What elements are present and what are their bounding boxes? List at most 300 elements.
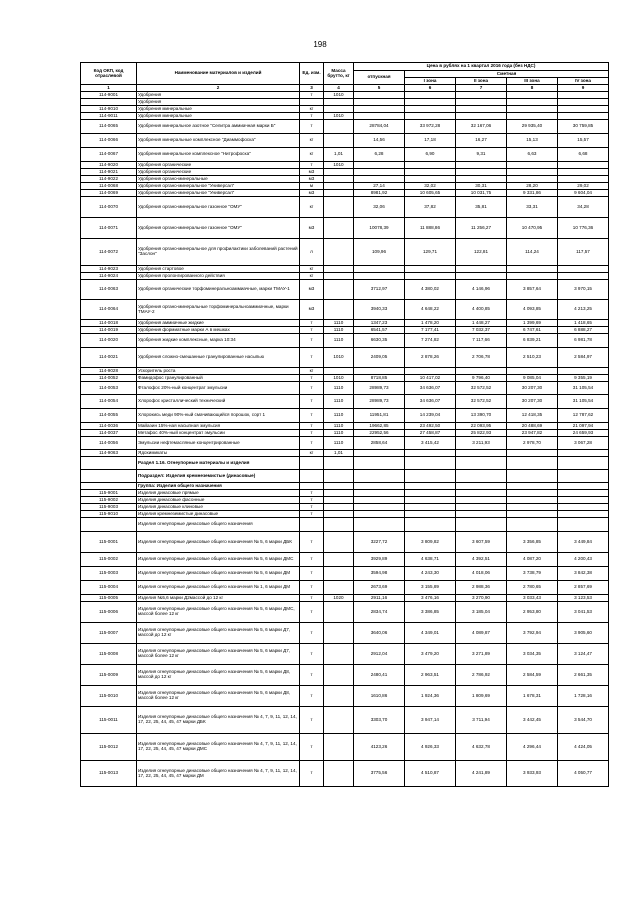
header-otpusknaya: отпускная — [354, 71, 405, 85]
price-zone-2-cell: 4 241,89 — [456, 761, 507, 787]
item-name-cell: Изделия огнеупорные динасовые общего назначения № 5, 6 марки ДМ — [137, 567, 300, 581]
price-zone-4-cell: 10 776,36 — [558, 218, 609, 239]
okp-code-cell: 115-0013 — [81, 761, 137, 787]
header-zone-1: I зона — [405, 78, 456, 85]
unit-cell: т — [300, 734, 324, 761]
price-zone-3-cell: 20 488,69 — [507, 423, 558, 430]
price-zone-2-cell: 2 706,78 — [456, 348, 507, 368]
unit-cell: т — [300, 623, 324, 644]
mass-cell — [324, 518, 354, 532]
item-name-cell: Изделия огнеупорные динасовые общего назначения — [137, 518, 300, 532]
price-zone-4-cell — [558, 457, 609, 470]
price-zone-1-cell: 2 963,51 — [405, 665, 456, 686]
price-zone-3-cell: 1 399,69 — [507, 320, 558, 327]
mass-cell — [324, 553, 354, 567]
price-zone-4-cell: 3 905,60 — [558, 623, 609, 644]
okp-code-cell: 114-0021 — [81, 348, 137, 368]
price-zone-3-cell: 3 933,93 — [507, 761, 558, 787]
price-zone-3-cell — [507, 176, 558, 183]
price-zone-1-cell: 37,82 — [405, 197, 456, 218]
price-zone-1-cell: 14 239,04 — [405, 409, 456, 423]
price-otpusknaya-cell: 6541,57 — [354, 327, 405, 334]
price-otpusknaya-cell: 3640,06 — [354, 623, 405, 644]
price-zone-3-cell: 3 442,45 — [507, 707, 558, 734]
price-zone-1-cell: 1 924,36 — [405, 686, 456, 707]
price-zone-4-cell: 31 105,54 — [558, 382, 609, 395]
table-row — [81, 190, 609, 197]
item-name-cell: Хлорофос кристаллический технический — [137, 395, 300, 409]
table-row — [81, 511, 609, 518]
price-zone-4-cell — [558, 483, 609, 490]
okp-code-cell: 114-0067 — [81, 148, 137, 162]
price-zone-4-cell: 3 449,84 — [558, 532, 609, 553]
price-zone-4-cell: 2 584,97 — [558, 348, 609, 368]
price-zone-3-cell — [507, 266, 558, 273]
price-otpusknaya-cell — [354, 504, 405, 511]
price-otpusknaya-cell: 3775,56 — [354, 761, 405, 787]
price-otpusknaya-cell — [354, 518, 405, 532]
price-zone-3-cell — [507, 368, 558, 375]
price-zone-3-cell — [507, 169, 558, 176]
price-zone-3-cell: 30 207,30 — [507, 382, 558, 395]
table-row — [81, 423, 609, 430]
table-row — [81, 470, 609, 483]
price-zone-3-cell — [507, 518, 558, 532]
table-row — [81, 707, 609, 734]
price-zone-2-cell — [456, 497, 507, 504]
price-zone-1-cell — [405, 368, 456, 375]
price-zone-3-cell — [507, 497, 558, 504]
item-name-cell: Удобрения органо-минеральное "Универсал" — [137, 183, 300, 190]
price-zone-4-cell: 1 418,65 — [558, 320, 609, 327]
price-zone-1-cell — [405, 511, 456, 518]
price-zone-3-cell: 2 780,65 — [507, 581, 558, 595]
price-zone-2-cell: 3 607,59 — [456, 532, 507, 553]
okp-code-cell: 114-9023 — [81, 266, 137, 273]
price-zone-2-cell — [456, 162, 507, 169]
okp-code-cell — [81, 483, 137, 490]
price-zone-4-cell — [558, 266, 609, 273]
item-name-cell: Изделия динасовые прямые — [137, 490, 300, 497]
okp-code-cell: 114-9022 — [81, 176, 137, 183]
price-zone-3-cell: 4 296,44 — [507, 734, 558, 761]
mass-cell: 1110 — [324, 382, 354, 395]
table-row — [81, 327, 609, 334]
price-zone-2-cell — [456, 511, 507, 518]
header-name: Наименование материалов и изделий — [137, 63, 300, 85]
price-zone-1-cell: 27 458,87 — [405, 430, 456, 437]
header-zone-4: IV зона — [558, 78, 609, 85]
table-row — [81, 348, 609, 368]
item-name-cell: Ускоритель роста — [137, 368, 300, 375]
price-zone-4-cell: 117,57 — [558, 239, 609, 266]
unit-cell: т — [300, 437, 324, 450]
price-zone-4-cell: 12 787,62 — [558, 409, 609, 423]
price-zone-4-cell — [558, 106, 609, 113]
price-otpusknaya-cell: 2834,74 — [354, 602, 405, 623]
table-row — [81, 113, 609, 120]
price-zone-1-cell: 4 380,02 — [405, 280, 456, 300]
price-zone-1-cell — [405, 92, 456, 99]
mass-cell — [324, 707, 354, 734]
price-zone-1-cell: 3 479,20 — [405, 644, 456, 665]
item-name-cell: Удобрения аммиачные жидкие — [137, 320, 300, 327]
price-zone-4-cell: 1 728,16 — [558, 686, 609, 707]
table-row — [81, 430, 609, 437]
price-zone-4-cell: 3 842,38 — [558, 567, 609, 581]
price-zone-2-cell — [456, 273, 507, 280]
unit-cell: т — [300, 92, 324, 99]
price-zone-2-cell: 1 809,69 — [456, 686, 507, 707]
price-zone-3-cell: 4 087,20 — [507, 553, 558, 567]
table-row — [81, 483, 609, 490]
okp-code-cell: 114-0018 — [81, 320, 137, 327]
price-zone-2-cell — [456, 169, 507, 176]
price-zone-3-cell: 9 331,86 — [507, 190, 558, 197]
mass-cell — [324, 239, 354, 266]
price-otpusknaya-cell — [354, 99, 405, 106]
price-zone-3-cell: 28,20 — [507, 183, 558, 190]
unit-cell: т — [300, 348, 324, 368]
okp-code-cell: 114-9020 — [81, 162, 137, 169]
unit-cell: т — [300, 567, 324, 581]
unit-cell: м3 — [300, 176, 324, 183]
price-zone-4-cell: 21 097,94 — [558, 423, 609, 430]
mass-cell — [324, 490, 354, 497]
price-zone-2-cell: 4 146,96 — [456, 280, 507, 300]
unit-cell — [300, 99, 324, 106]
price-otpusknaya-cell: 3712,97 — [354, 280, 405, 300]
okp-code-cell: 115-0010 — [81, 686, 137, 707]
price-zone-4-cell: 6 981,78 — [558, 334, 609, 348]
unit-cell: т — [300, 761, 324, 787]
price-otpusknaya-cell — [354, 490, 405, 497]
table-row — [81, 334, 609, 348]
price-zone-2-cell: 3 211,93 — [456, 437, 507, 450]
price-zone-3-cell — [507, 106, 558, 113]
okp-code-cell: 115-0012 — [81, 734, 137, 761]
item-name-cell: Удобрения минеральное комплексное "Нитрофоска" — [137, 148, 300, 162]
mass-cell — [324, 134, 354, 148]
mass-cell: 1110 — [324, 327, 354, 334]
table-row — [81, 497, 609, 504]
item-name-cell: Изделия кремнеземистые динасовые — [137, 511, 300, 518]
table-row — [81, 644, 609, 665]
price-zone-4-cell: 2 661,35 — [558, 665, 609, 686]
price-zone-2-cell: 32 572,52 — [456, 382, 507, 395]
price-zone-4-cell — [558, 511, 609, 518]
mass-cell — [324, 183, 354, 190]
item-name-cell: Изделия огнеупорные динасовые общего назначения № 5, 6 марки Д8, массой более 12 кг — [137, 686, 300, 707]
table-row — [81, 148, 609, 162]
okp-code-cell: 115-0011 — [81, 707, 137, 734]
okp-code-cell: 114-0052 — [81, 375, 137, 382]
price-table — [80, 62, 609, 787]
mass-cell — [324, 190, 354, 197]
okp-code-cell: 114-0066 — [81, 134, 137, 148]
item-name-cell: Удобрения органические — [137, 162, 300, 169]
table-row — [81, 99, 609, 106]
unit-cell: т — [300, 382, 324, 395]
col-number: 7 — [456, 85, 507, 92]
unit-cell: кг — [300, 273, 324, 280]
item-name-cell: Удобрения сложно-смешанные гранулированные насыпью — [137, 348, 300, 368]
item-name-cell: Удобрения органические — [137, 169, 300, 176]
price-zone-4-cell: 4 424,05 — [558, 734, 609, 761]
table-row — [81, 92, 609, 99]
unit-cell: м3 — [300, 169, 324, 176]
col-number: 6 — [405, 85, 456, 92]
price-zone-1-cell: 4 638,71 — [405, 553, 456, 567]
price-zone-4-cell: 34,28 — [558, 197, 609, 218]
price-zone-1-cell: 3 947,14 — [405, 707, 456, 734]
price-zone-3-cell — [507, 511, 558, 518]
table-header — [81, 63, 609, 92]
item-name-cell: Удобрения минеральные комплексное "Диаммофоска" — [137, 134, 300, 148]
price-zone-1-cell — [405, 497, 456, 504]
mass-cell: 1110 — [324, 409, 354, 423]
mass-cell: 1,01 — [324, 148, 354, 162]
price-zone-4-cell: 31 105,54 — [558, 395, 609, 409]
price-zone-2-cell — [456, 518, 507, 532]
table-row — [81, 623, 609, 644]
price-zone-3-cell: 10 470,95 — [507, 218, 558, 239]
price-zone-4-cell — [558, 169, 609, 176]
mass-cell — [324, 602, 354, 623]
price-otpusknaya-cell: 2858,64 — [354, 437, 405, 450]
price-zone-3-cell: 12 418,35 — [507, 409, 558, 423]
mass-cell — [324, 581, 354, 595]
item-name-cell: Удобрения пролонгированного действия — [137, 273, 300, 280]
table-row — [81, 273, 609, 280]
unit-cell: т — [300, 665, 324, 686]
mass-cell — [324, 176, 354, 183]
okp-code-cell: 115-0006 — [81, 602, 137, 623]
price-otpusknaya-cell: 27,14 — [354, 183, 405, 190]
price-zone-1-cell — [405, 266, 456, 273]
table-row — [81, 134, 609, 148]
table-row — [81, 665, 609, 686]
price-zone-4-cell — [558, 176, 609, 183]
price-zone-2-cell — [456, 106, 507, 113]
okp-code-cell: 115-0007 — [81, 623, 137, 644]
okp-code-cell: 114-0071 — [81, 218, 137, 239]
price-zone-2-cell — [456, 470, 507, 483]
price-otpusknaya-cell: 1347,23 — [354, 320, 405, 327]
unit-cell: т — [300, 375, 324, 382]
okp-code-cell: 114-0020 — [81, 334, 137, 348]
unit-cell: м3 — [300, 300, 324, 320]
price-zone-1-cell — [405, 106, 456, 113]
table-row — [81, 218, 609, 239]
okp-code-cell: 114-9063 — [81, 450, 137, 457]
price-zone-2-cell — [456, 450, 507, 457]
mass-cell — [324, 273, 354, 280]
col-number: 1 — [81, 85, 137, 92]
okp-code-cell: 115-0009 — [81, 665, 137, 686]
table-row — [81, 280, 609, 300]
okp-code-cell: 114-9010 — [81, 106, 137, 113]
price-zone-1-cell: 10 605,65 — [405, 190, 456, 197]
price-zone-2-cell — [456, 92, 507, 99]
table-row — [81, 183, 609, 190]
mass-cell — [324, 734, 354, 761]
mass-cell — [324, 497, 354, 504]
table-row — [81, 375, 609, 382]
unit-cell: м3 — [300, 190, 324, 197]
price-zone-2-cell — [456, 266, 507, 273]
price-otpusknaya-cell: 6,28 — [354, 148, 405, 162]
mass-cell — [324, 169, 354, 176]
price-otpusknaya-cell — [354, 92, 405, 99]
price-zone-4-cell — [558, 162, 609, 169]
okp-code-cell: 115-9003 — [81, 504, 137, 511]
table-row — [81, 595, 609, 602]
okp-code-cell — [81, 518, 137, 532]
price-zone-3-cell: 2 510,23 — [507, 348, 558, 368]
price-zone-1-cell — [405, 273, 456, 280]
mass-cell — [324, 665, 354, 686]
unit-cell: т — [300, 162, 324, 169]
unit-cell — [300, 518, 324, 532]
price-zone-4-cell — [558, 450, 609, 457]
price-otpusknaya-cell: 6630,35 — [354, 334, 405, 348]
item-name-cell: Удобрения органо-минеральные — [137, 176, 300, 183]
table-row — [81, 553, 609, 567]
mass-cell — [324, 368, 354, 375]
item-name-cell: Майаэин 15%-ная насыпная эмульсия — [137, 423, 300, 430]
price-otpusknaya-cell: 2480,41 — [354, 665, 405, 686]
table-row — [81, 300, 609, 320]
price-otpusknaya-cell: 14,56 — [354, 134, 405, 148]
unit-cell: т — [300, 532, 324, 553]
unit-cell: т — [300, 581, 324, 595]
mass-cell — [324, 686, 354, 707]
price-zone-4-cell — [558, 504, 609, 511]
unit-cell: т — [300, 334, 324, 348]
price-zone-3-cell — [507, 504, 558, 511]
price-zone-2-cell — [456, 368, 507, 375]
unit-cell: т — [300, 327, 324, 334]
price-zone-3-cell — [507, 99, 558, 106]
price-zone-4-cell: 9 604,04 — [558, 190, 609, 197]
price-zone-3-cell: 1 678,31 — [507, 686, 558, 707]
price-zone-1-cell: 4 349,01 — [405, 623, 456, 644]
okp-code-cell: 114-0054 — [81, 395, 137, 409]
item-name-cell: Удобрения органо-минеральное для профилактики заболеваний растений "Заслон" — [137, 239, 300, 266]
price-zone-4-cell: 4 050,77 — [558, 761, 609, 787]
unit-cell: т — [300, 595, 324, 602]
item-name-cell: Изделия №5,6 марки Д2массой до 12 кг — [137, 595, 300, 602]
price-zone-3-cell: 6,63 — [507, 148, 558, 162]
item-name-cell: Фталофос 20%-ный концентрат эмульсии — [137, 382, 300, 395]
header-price-group: Цена в рублях на 1 квартал 2016 года (без НДС) — [354, 63, 609, 71]
price-zone-3-cell: 23 947,82 — [507, 430, 558, 437]
price-otpusknaya-cell — [354, 106, 405, 113]
price-zone-4-cell: 15,57 — [558, 134, 609, 148]
price-zone-1-cell — [405, 518, 456, 532]
table-row — [81, 504, 609, 511]
price-zone-4-cell: 3 544,70 — [558, 707, 609, 734]
okp-code-cell: 114-0070 — [81, 197, 137, 218]
price-zone-2-cell: 3 711,94 — [456, 707, 507, 734]
item-name-cell: Изделия динасовые фасонные — [137, 497, 300, 504]
price-zone-4-cell: 24 659,93 — [558, 430, 609, 437]
table-row — [81, 266, 609, 273]
table-row — [81, 686, 609, 707]
price-zone-2-cell: 13 390,70 — [456, 409, 507, 423]
price-otpusknaya-cell — [354, 457, 405, 470]
table-row — [81, 382, 609, 395]
price-zone-4-cell: 6,68 — [558, 148, 609, 162]
price-zone-2-cell: 3 185,04 — [456, 602, 507, 623]
price-zone-2-cell: 4 400,85 — [456, 300, 507, 320]
price-zone-4-cell — [558, 497, 609, 504]
price-zone-2-cell — [456, 113, 507, 120]
price-zone-1-cell: 33 972,28 — [405, 120, 456, 134]
price-zone-1-cell — [405, 450, 456, 457]
price-otpusknaya-cell — [354, 511, 405, 518]
table-row — [81, 532, 609, 553]
item-name-cell: Удобрения стартовое — [137, 266, 300, 273]
price-zone-2-cell — [456, 176, 507, 183]
mass-cell: 1110 — [324, 334, 354, 348]
unit-cell: т — [300, 497, 324, 504]
col-number: 3 — [300, 85, 324, 92]
price-otpusknaya-cell: 19662,85 — [354, 423, 405, 430]
price-zone-2-cell — [456, 99, 507, 106]
table-row — [81, 490, 609, 497]
price-zone-2-cell: 9,31 — [456, 148, 507, 162]
price-zone-2-cell: 32 572,52 — [456, 395, 507, 409]
price-zone-1-cell: 10 417,02 — [405, 375, 456, 382]
unit-cell: т — [300, 644, 324, 665]
price-otpusknaya-cell — [354, 176, 405, 183]
item-name-cell: Удобрения минеральные — [137, 106, 300, 113]
unit-cell: кг — [300, 197, 324, 218]
price-zone-2-cell: 22 093,95 — [456, 423, 507, 430]
table-row — [81, 567, 609, 581]
price-zone-3-cell: 6 839,21 — [507, 334, 558, 348]
table-row — [81, 368, 609, 375]
price-zone-3-cell: 6 747,61 — [507, 327, 558, 334]
unit-cell: м3 — [300, 218, 324, 239]
okp-code-cell: 114-0056 — [81, 437, 137, 450]
okp-code-cell — [81, 470, 137, 483]
mass-cell — [324, 644, 354, 665]
price-otpusknaya-cell: 1610,86 — [354, 686, 405, 707]
mass-cell — [324, 567, 354, 581]
price-zone-1-cell — [405, 457, 456, 470]
price-zone-2-cell: 10 031,75 — [456, 190, 507, 197]
okp-code-cell: 114-0064 — [81, 300, 137, 320]
unit-cell: кг — [300, 368, 324, 375]
item-name-cell: Удобрения минеральные — [137, 113, 300, 120]
price-zone-4-cell — [558, 99, 609, 106]
price-zone-4-cell — [558, 518, 609, 532]
price-zone-1-cell — [405, 162, 456, 169]
price-zone-3-cell — [507, 483, 558, 490]
unit-cell: т — [300, 686, 324, 707]
price-zone-4-cell — [558, 113, 609, 120]
price-zone-1-cell: 3 155,89 — [405, 581, 456, 595]
mass-cell — [324, 511, 354, 518]
price-zone-4-cell — [558, 490, 609, 497]
table-row — [81, 437, 609, 450]
page-number: 198 — [313, 40, 327, 49]
price-zone-1-cell — [405, 99, 456, 106]
mass-cell — [324, 623, 354, 644]
